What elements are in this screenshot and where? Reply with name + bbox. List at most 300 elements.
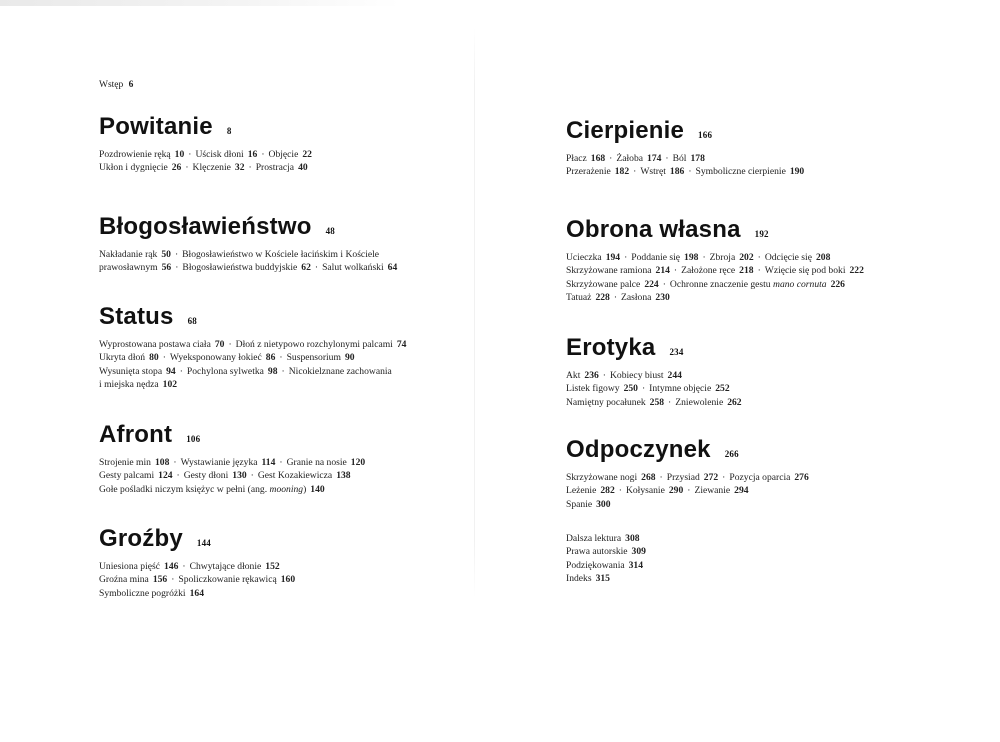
toc-entry-line — [99, 573, 459, 586]
toc-entry-title: Wyprostowana postawa ciała — [99, 339, 211, 350]
toc-entry-page: 290 — [668, 485, 684, 497]
toc-section — [566, 333, 966, 409]
toc-entry-title: Płacz — [566, 153, 587, 164]
toc-entry-page: 190 — [789, 166, 805, 178]
toc-entry[interactable] — [99, 457, 169, 468]
toc-entry-page: 124 — [158, 470, 173, 482]
section-page-number: 144 — [196, 538, 211, 548]
toc-entry-title: Namiętny pocałunek — [566, 396, 646, 408]
toc-entry-title: Spanie — [566, 498, 593, 510]
toc-entry-page: 94 — [166, 365, 176, 377]
toc-entry[interactable] — [694, 485, 748, 496]
entry-separator: · — [162, 352, 166, 364]
toc-entry[interactable] — [640, 166, 684, 177]
toc-entry-title: Symboliczne pogróżki — [99, 587, 186, 599]
toc-section — [99, 302, 459, 392]
toc-entry-title: Skrzyżowane ramiona — [566, 265, 652, 277]
toc-entry-page: 168 — [590, 153, 606, 164]
toc-entry[interactable] — [99, 249, 171, 260]
back-matter-entry[interactable] — [566, 572, 646, 585]
section-title: Obrona własna — [566, 216, 741, 243]
toc-entry-line — [99, 365, 459, 378]
toc-entry-page: 102 — [162, 379, 178, 391]
toc-entry-title: Kołysanie — [625, 485, 665, 497]
toc-entry-page: 228 — [595, 292, 610, 304]
toc-entry-page: 218 — [739, 265, 754, 277]
toc-entry-italic: mooning — [269, 483, 304, 495]
toc-entry-page: 138 — [336, 470, 351, 482]
toc-entry-line — [99, 338, 459, 351]
toc-entry-title: Ukryta dłoń — [99, 352, 146, 364]
toc-entry[interactable] — [566, 279, 659, 290]
toc-entry-page: 268 — [641, 472, 656, 483]
toc-entry[interactable] — [681, 265, 753, 276]
entry-separator: · — [279, 457, 283, 468]
toc-entry-page: 198 — [684, 252, 699, 263]
toc-entry-page: 258 — [649, 396, 665, 408]
toc-entry-title: i miejska nędza — [99, 379, 159, 391]
toc-entry-title: Gesty dłoni — [183, 470, 229, 482]
toc-entry-line — [99, 261, 459, 274]
toc-entry-line — [566, 264, 966, 277]
entry-separator: · — [248, 162, 252, 174]
toc-entry[interactable] — [621, 292, 670, 303]
section-entries — [566, 251, 966, 305]
section-heading[interactable] — [99, 212, 459, 246]
toc-entry-title: Wzięcie się pod boki — [764, 265, 846, 277]
toc-entry-page: 178 — [690, 153, 705, 164]
toc-entry[interactable] — [256, 162, 308, 173]
toc-entry[interactable] — [187, 366, 278, 377]
toc-intro-entry[interactable] — [99, 80, 459, 98]
toc-entry-title: Skrzyżowane nogi — [566, 472, 638, 483]
toc-entry[interactable] — [190, 561, 280, 572]
toc-entry[interactable] — [670, 279, 845, 290]
toc-entry[interactable] — [287, 457, 366, 468]
toc-entry-page: 152 — [265, 561, 280, 572]
section-heading[interactable] — [99, 112, 459, 146]
section-entries — [99, 148, 459, 175]
toc-entry-page: 252 — [715, 383, 730, 395]
toc-entry-line — [99, 469, 459, 482]
toc-entry-title: Spoliczkowanie rękawicą — [178, 574, 277, 586]
toc-entry-page: 62 — [301, 262, 311, 274]
section-page-number: 166 — [698, 130, 713, 140]
toc-entry[interactable] — [566, 499, 611, 510]
toc-entry-page: 236 — [584, 370, 599, 381]
toc-entry-page: 230 — [655, 292, 670, 304]
toc-entry-page: 194 — [605, 252, 621, 263]
section-title: Groźby — [99, 525, 183, 552]
toc-section — [99, 212, 459, 275]
toc-entry-title: Ból — [672, 153, 687, 164]
toc-entry[interactable] — [566, 153, 605, 164]
toc-entry[interactable] — [193, 162, 245, 173]
toc-entry-title: Klęczenie — [192, 162, 231, 174]
toc-entry-title: Pochylona sylwetka — [186, 365, 264, 377]
entry-separator: · — [687, 485, 691, 497]
toc-entry-title: Przysiad — [666, 472, 700, 483]
toc-entry[interactable] — [649, 383, 729, 394]
back-matter-page: 308 — [625, 533, 640, 544]
toc-entry[interactable] — [765, 265, 864, 276]
entry-separator: · — [314, 262, 319, 274]
toc-entry[interactable] — [99, 162, 181, 173]
toc-entry-line — [99, 351, 459, 364]
back-matter-title: Dalsza lektura — [566, 533, 622, 544]
section-heading[interactable] — [99, 302, 459, 336]
toc-entry-page: 22 — [302, 149, 312, 160]
section-entries — [99, 248, 459, 275]
toc-entry-line — [99, 248, 459, 261]
toc-entry-title: Wstręt — [640, 166, 666, 178]
toc-entry[interactable] — [566, 292, 610, 303]
toc-entry[interactable] — [99, 470, 173, 481]
entry-separator: · — [641, 383, 646, 395]
toc-entry-page: 208 — [815, 252, 831, 263]
toc-entry-page: 64 — [387, 262, 398, 274]
toc-entry-line — [566, 484, 966, 497]
section-entries — [566, 471, 966, 511]
toc-entry-title: Uścisk dłoni — [195, 149, 244, 160]
toc-entry-title: Gest Kozakiewicza — [257, 470, 333, 482]
toc-entry-page: 282 — [600, 485, 615, 497]
toc-entry-title: Pozycja oparcia — [729, 472, 791, 483]
toc-entry[interactable] — [184, 470, 247, 481]
toc-entry[interactable] — [696, 166, 805, 177]
toc-entry[interactable] — [626, 485, 683, 496]
toc-entry[interactable] — [765, 252, 831, 263]
toc-entry-line — [566, 369, 966, 382]
toc-entry-title: Strojenie min — [99, 457, 151, 468]
toc-entry-title: Ukłon i dygnięcie — [99, 162, 168, 174]
toc-entry-title: Nicokielznane zachowania — [288, 365, 392, 377]
toc-entry[interactable] — [287, 352, 355, 363]
section-page-number: 192 — [754, 229, 769, 239]
toc-entry[interactable] — [99, 484, 325, 495]
section-title: Powitanie — [99, 113, 213, 140]
toc-entry-title: Gołe pośladki niczym księżyc w pełni (ang. — [99, 483, 270, 495]
toc-entry[interactable] — [566, 397, 664, 408]
back-matter-title: Prawa autorskie — [566, 546, 628, 558]
toc-entry-line — [99, 161, 459, 174]
toc-entry[interactable] — [182, 249, 379, 260]
toc-entry-title: Błogosławieństwo w Kościele łacińskim i Kościele — [182, 249, 380, 260]
toc-entry[interactable] — [610, 370, 682, 381]
toc-entry-title: Granie na nosie — [286, 457, 347, 468]
toc-section — [99, 524, 459, 600]
toc-left-page — [99, 80, 459, 599]
toc-section — [566, 215, 966, 305]
section-heading[interactable] — [566, 435, 966, 469]
toc-entry-page: 10 — [174, 149, 185, 160]
toc-entry-line — [99, 483, 459, 496]
toc-entry-italic: mano cornuta — [773, 278, 827, 290]
toc-entry[interactable] — [195, 149, 257, 160]
toc-entry-page: 140 — [310, 483, 325, 495]
toc-entry-page: 80 — [149, 352, 159, 364]
entry-separator: · — [188, 149, 192, 160]
section-entries — [99, 456, 459, 496]
entry-separator: · — [281, 365, 285, 377]
toc-entry-title-tail: ) — [303, 483, 307, 495]
toc-entry-page: 262 — [727, 396, 742, 408]
entry-separator: · — [618, 485, 622, 497]
back-matter-page: 314 — [628, 559, 644, 571]
toc-entry[interactable] — [710, 252, 754, 263]
toc-entry-line — [99, 456, 459, 469]
section-title: Status — [99, 303, 174, 330]
back-matter-entry[interactable] — [566, 545, 646, 558]
toc-section — [99, 420, 459, 496]
toc-entry-line — [566, 165, 966, 178]
toc-entry-page: 90 — [344, 352, 355, 364]
entry-separator: · — [722, 472, 726, 483]
toc-entry-title: Zasłona — [621, 292, 652, 304]
toc-entry[interactable] — [675, 397, 741, 408]
toc-entry[interactable] — [566, 252, 620, 263]
toc-entry[interactable] — [236, 339, 407, 350]
toc-entry-title: Nakładanie rąk — [99, 249, 158, 260]
toc-entry[interactable] — [566, 485, 615, 496]
entry-separator: · — [174, 249, 179, 260]
toc-entry-title: Listek figowy — [566, 383, 620, 395]
toc-entry-line — [566, 382, 966, 395]
toc-entry-title: Poddanie się — [631, 252, 681, 263]
toc-entry-page: 272 — [703, 472, 719, 483]
entry-separator: · — [624, 252, 628, 263]
section-entries — [99, 560, 459, 600]
toc-entry-title: Groźna mina — [99, 574, 149, 586]
section-page-number: 106 — [186, 434, 201, 444]
toc-entry-title: Żałoba — [616, 153, 644, 164]
toc-entry-title: Prostracja — [255, 162, 295, 174]
section-page-number: 68 — [187, 316, 197, 326]
toc-entry-line — [566, 291, 966, 304]
toc-entry-title: Zbroja — [709, 252, 736, 263]
section-title: Cierpienie — [566, 117, 685, 144]
entry-separator: · — [179, 365, 183, 377]
toc-entry[interactable] — [182, 262, 310, 273]
section-entries — [566, 152, 966, 179]
entry-separator: · — [173, 457, 177, 468]
toc-entry-page: 98 — [267, 365, 278, 377]
toc-entry-line — [99, 587, 459, 600]
toc-entry[interactable] — [289, 366, 392, 377]
entry-separator: · — [662, 278, 666, 290]
toc-entry[interactable] — [566, 265, 670, 276]
toc-section — [566, 116, 966, 179]
toc-entry-page: 114 — [261, 457, 276, 468]
entry-separator: · — [261, 149, 265, 160]
section-entries — [566, 369, 966, 409]
toc-entry-title: Wystawianie języka — [180, 457, 258, 468]
toc-entry-title: Ucieczka — [566, 252, 602, 263]
toc-entry-page: 40 — [298, 162, 308, 174]
toc-entry[interactable] — [99, 561, 178, 572]
toc-entry-page: 32 — [234, 162, 245, 174]
toc-entry[interactable] — [99, 339, 224, 350]
section-page-number: 266 — [724, 449, 739, 459]
toc-entry[interactable] — [170, 352, 275, 363]
section-title: Błogosławieństwo — [99, 213, 312, 240]
toc-entry[interactable] — [566, 383, 638, 394]
toc-entry-page: 26 — [171, 162, 182, 174]
section-heading[interactable] — [566, 116, 966, 150]
entry-separator: · — [757, 252, 761, 263]
toc-entry-title: Wysunięta stopa — [99, 365, 163, 377]
toc-entry-page: 224 — [644, 278, 659, 290]
toc-entry-page: 276 — [794, 472, 809, 483]
toc-entry-title: prawosławnym — [99, 262, 158, 274]
toc-entry[interactable] — [566, 472, 656, 483]
toc-entry-page: 74 — [396, 339, 407, 350]
toc-entry-page: 108 — [154, 457, 170, 468]
section-title: Afront — [99, 421, 173, 448]
entry-separator: · — [688, 166, 692, 178]
toc-entry[interactable] — [322, 262, 397, 273]
toc-entry-title: Zniewolenie — [675, 396, 724, 408]
entry-separator: · — [279, 352, 283, 364]
toc-entry-page: 202 — [739, 252, 754, 263]
section-heading[interactable] — [566, 333, 966, 367]
toc-entry[interactable] — [269, 149, 312, 160]
entry-separator: · — [673, 265, 678, 277]
toc-entry-title: Skrzyżowane palce — [566, 278, 641, 290]
toc-section — [99, 112, 459, 175]
toc-entry[interactable] — [729, 472, 808, 483]
toc-entry-title: Leżenie — [566, 485, 597, 497]
toc-entry-title: Ziewanie — [694, 485, 731, 497]
back-matter-title: Indeks — [566, 573, 592, 585]
entry-separator: · — [668, 396, 672, 408]
toc-entry-line — [566, 471, 966, 484]
section-entries — [99, 338, 459, 392]
toc-entry-page: 120 — [350, 457, 366, 468]
toc-entry[interactable] — [667, 472, 718, 483]
toc-entry-line — [566, 498, 966, 511]
toc-entry-title: Błogosławieństwa buddyjskie — [182, 262, 298, 274]
toc-entry[interactable] — [181, 457, 276, 468]
toc-entry-line — [566, 396, 966, 409]
toc-entry-page: 174 — [647, 153, 662, 164]
section-heading[interactable] — [99, 420, 459, 454]
toc-entry[interactable] — [99, 262, 171, 273]
toc-entry-title: Kobiecy biust — [609, 370, 664, 381]
toc-entry[interactable] — [99, 379, 177, 390]
toc-entry[interactable] — [178, 574, 295, 585]
section-title: Odpoczynek — [566, 436, 711, 463]
page-edge-strip — [0, 0, 400, 6]
section-page-number: 234 — [669, 347, 684, 357]
toc-entry[interactable] — [99, 574, 167, 585]
toc-entry-title: Wyeksponowany łokieć — [169, 352, 262, 364]
back-matter-entry[interactable] — [566, 532, 646, 545]
toc-entry-title: Pozdrowienie ręką — [99, 149, 171, 160]
toc-entry-line — [99, 378, 459, 391]
toc-entry-title: Założone ręce — [681, 265, 736, 277]
toc-entry-line — [99, 148, 459, 161]
toc-entry-page: 244 — [667, 370, 682, 381]
toc-entry-title: Przerażenie — [566, 166, 611, 178]
toc-entry-title: Objęcie — [268, 149, 299, 160]
toc-entry-title: Odcięcie się — [764, 252, 812, 263]
toc-entry-page: 186 — [669, 166, 685, 178]
toc-entry-page: 164 — [189, 587, 204, 599]
toc-entry-title: Suspensorium — [286, 352, 341, 364]
toc-entry-page: 86 — [265, 352, 276, 364]
back-matter-page: 315 — [595, 573, 610, 585]
entry-separator: · — [665, 153, 669, 164]
toc-entry[interactable] — [673, 153, 705, 164]
toc-entry[interactable] — [99, 588, 204, 599]
toc-entry-title: Dłoń z nietypowo rozchylonymi palcami — [235, 339, 393, 350]
toc-entry-page: 300 — [596, 498, 611, 510]
book-gutter — [474, 28, 475, 598]
toc-entry-page: 130 — [232, 470, 247, 482]
entry-separator: · — [609, 153, 613, 164]
toc-entry-page: 56 — [161, 262, 172, 274]
toc-intro-label: Wstęp — [99, 80, 124, 90]
toc-entry-page: 226 — [830, 278, 845, 290]
entry-separator: · — [250, 470, 254, 482]
toc-entry-title: Uniesiona pięść — [99, 561, 161, 572]
toc-entry[interactable] — [99, 149, 184, 160]
section-title: Erotyka — [566, 334, 656, 361]
toc-entry-page: 182 — [614, 166, 630, 178]
toc-entry[interactable] — [99, 366, 176, 377]
toc-entry-line — [566, 278, 966, 291]
toc-entry[interactable] — [566, 166, 629, 177]
toc-entry[interactable] — [258, 470, 351, 481]
toc-entry-line — [99, 560, 459, 573]
toc-entry[interactable] — [616, 153, 661, 164]
entry-separator: · — [702, 252, 706, 263]
toc-entry-page: 70 — [214, 339, 225, 350]
toc-entry-page: 146 — [164, 561, 179, 572]
toc-entry-title: Symboliczne cierpienie — [695, 166, 786, 178]
toc-entry-page: 294 — [734, 485, 749, 497]
toc-entry-page: 16 — [247, 149, 258, 160]
entry-separator: · — [185, 162, 189, 174]
toc-entry-title: Ochronne znaczenie gestu — [669, 278, 774, 290]
toc-entry-page: 222 — [849, 265, 864, 277]
back-matter-entry[interactable] — [566, 559, 646, 572]
toc-entry-title: Chwytające dłonie — [189, 561, 262, 572]
toc-entry[interactable] — [99, 352, 159, 363]
entry-separator: · — [613, 292, 618, 304]
section-heading[interactable] — [99, 524, 459, 558]
entry-separator: · — [175, 262, 179, 274]
toc-entry-page: 214 — [655, 265, 670, 277]
toc-entry-line — [566, 251, 966, 264]
toc-entry-title: Gesty palcami — [99, 470, 155, 482]
entry-separator: · — [659, 472, 663, 483]
entry-separator: · — [176, 470, 180, 482]
toc-entry-line — [566, 152, 966, 165]
back-matter-list — [566, 532, 646, 586]
toc-entry-title: Salut wolkański — [322, 262, 384, 274]
section-heading[interactable] — [566, 215, 966, 249]
toc-entry-title: Tatuaż — [566, 292, 592, 304]
toc-entry-page: 50 — [161, 249, 171, 260]
toc-entry[interactable] — [631, 252, 698, 263]
toc-section — [566, 435, 966, 511]
toc-entry-title: Akt — [566, 370, 581, 381]
toc-entry[interactable] — [566, 370, 599, 381]
section-page-number: 8 — [226, 126, 232, 136]
toc-entry-page: 160 — [280, 574, 296, 586]
